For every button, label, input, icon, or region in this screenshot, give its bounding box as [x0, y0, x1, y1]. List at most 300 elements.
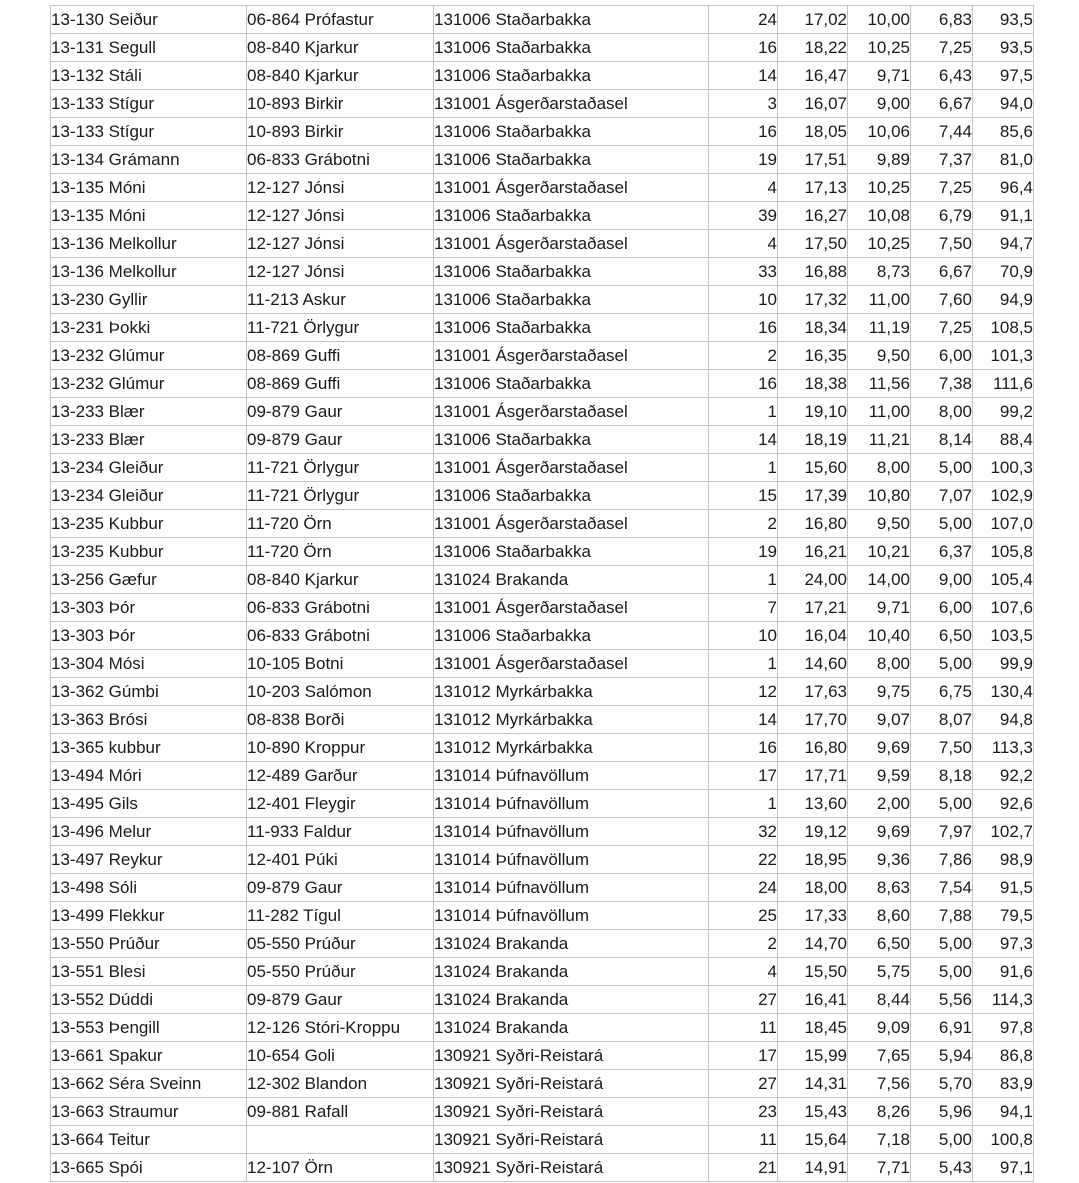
cell-value-c: 6,50: [911, 622, 973, 650]
table-row: [51, 230, 1034, 258]
cell-index: 94,8: [973, 706, 1034, 734]
cell-animal-id-name: 13-662 Séra Sveinn: [51, 1070, 247, 1098]
cell-index: 96,4: [973, 174, 1034, 202]
cell-sire: 06-833 Grábotni: [247, 146, 434, 174]
cell-animal-id-name: 13-135 Móni: [51, 174, 247, 202]
cell-count: 7: [709, 594, 778, 622]
cell-farm: 131001 Ásgerðarstaðasel: [434, 230, 709, 258]
cell-value-a: 18,38: [778, 370, 848, 398]
cell-sire: 06-833 Grábotni: [247, 622, 434, 650]
cell-value-b: 9,59: [848, 762, 911, 790]
table-row: [51, 986, 1034, 1014]
cell-sire: 05-550 Prúður: [247, 958, 434, 986]
cell-sire: 11-721 Örlygur: [247, 482, 434, 510]
cell-count: 1: [709, 650, 778, 678]
table-row: [51, 454, 1034, 482]
cell-farm: 131024 Brakanda: [434, 566, 709, 594]
cell-value-c: 8,07: [911, 706, 973, 734]
cell-value-b: 8,00: [848, 650, 911, 678]
cell-index: 130,4: [973, 678, 1034, 706]
table-row: [51, 258, 1034, 286]
cell-value-b: 11,19: [848, 314, 911, 342]
cell-sire: 08-840 Kjarkur: [247, 34, 434, 62]
cell-farm: 131001 Ásgerðarstaðasel: [434, 342, 709, 370]
cell-count: 12: [709, 678, 778, 706]
cell-value-c: 6,37: [911, 538, 973, 566]
cell-farm: 131006 Staðarbakka: [434, 6, 709, 34]
cell-value-b: 10,25: [848, 34, 911, 62]
cell-value-c: 5,00: [911, 930, 973, 958]
cell-count: 1: [709, 566, 778, 594]
table-row: [51, 958, 1034, 986]
cell-farm: 131006 Staðarbakka: [434, 286, 709, 314]
cell-animal-id-name: 13-131 Segull: [51, 34, 247, 62]
cell-animal-id-name: 13-553 Þengill: [51, 1014, 247, 1042]
cell-animal-id-name: 13-363 Brósi: [51, 706, 247, 734]
cell-animal-id-name: 13-232 Glúmur: [51, 370, 247, 398]
cell-value-a: 14,31: [778, 1070, 848, 1098]
cell-value-c: 7,86: [911, 846, 973, 874]
cell-value-a: 17,63: [778, 678, 848, 706]
cell-index: 91,1: [973, 202, 1034, 230]
cell-animal-id-name: 13-233 Blær: [51, 426, 247, 454]
cell-value-a: 18,95: [778, 846, 848, 874]
cell-value-b: 9,69: [848, 818, 911, 846]
cell-sire: [247, 1126, 434, 1154]
cell-count: 11: [709, 1014, 778, 1042]
cell-index: 91,6: [973, 958, 1034, 986]
cell-farm: 130921 Syðri-Reistará: [434, 1070, 709, 1098]
cell-value-c: 7,25: [911, 34, 973, 62]
cell-farm: 131006 Staðarbakka: [434, 34, 709, 62]
cell-sire: 12-401 Fleygir: [247, 790, 434, 818]
cell-animal-id-name: 13-136 Melkollur: [51, 258, 247, 286]
cell-value-b: 2,00: [848, 790, 911, 818]
cell-count: 39: [709, 202, 778, 230]
cell-value-a: 13,60: [778, 790, 848, 818]
cell-count: 16: [709, 734, 778, 762]
table-row: [51, 734, 1034, 762]
cell-count: 10: [709, 622, 778, 650]
cell-value-b: 9,50: [848, 510, 911, 538]
cell-index: 81,0: [973, 146, 1034, 174]
cell-animal-id-name: 13-362 Gúmbi: [51, 678, 247, 706]
cell-farm: 131001 Ásgerðarstaðasel: [434, 650, 709, 678]
cell-index: 98,9: [973, 846, 1034, 874]
cell-value-b: 8,73: [848, 258, 911, 286]
cell-farm: 131001 Ásgerðarstaðasel: [434, 510, 709, 538]
table-row: [51, 594, 1034, 622]
cell-value-a: 15,99: [778, 1042, 848, 1070]
cell-sire: 09-881 Rafall: [247, 1098, 434, 1126]
cell-animal-id-name: 13-130 Seiður: [51, 6, 247, 34]
cell-value-a: 16,47: [778, 62, 848, 90]
cell-value-c: 7,37: [911, 146, 973, 174]
cell-animal-id-name: 13-304 Mósi: [51, 650, 247, 678]
data-table: [50, 5, 1034, 1182]
cell-value-c: 5,00: [911, 1126, 973, 1154]
cell-count: 1: [709, 790, 778, 818]
cell-animal-id-name: 13-498 Sóli: [51, 874, 247, 902]
cell-farm: 131014 Þúfnavöllum: [434, 874, 709, 902]
cell-farm: 131001 Ásgerðarstaðasel: [434, 594, 709, 622]
cell-value-c: 7,54: [911, 874, 973, 902]
cell-farm: 131001 Ásgerðarstaðasel: [434, 398, 709, 426]
cell-count: 17: [709, 762, 778, 790]
cell-value-b: 8,60: [848, 902, 911, 930]
table-row: [51, 622, 1034, 650]
cell-sire: 11-720 Örn: [247, 510, 434, 538]
cell-index: 113,3: [973, 734, 1034, 762]
cell-sire: 12-489 Garður: [247, 762, 434, 790]
cell-value-a: 16,07: [778, 90, 848, 118]
cell-value-a: 17,13: [778, 174, 848, 202]
table-row: [51, 370, 1034, 398]
cell-farm: 131012 Myrkárbakka: [434, 706, 709, 734]
cell-value-c: 8,18: [911, 762, 973, 790]
cell-animal-id-name: 13-664 Teitur: [51, 1126, 247, 1154]
cell-value-a: 18,05: [778, 118, 848, 146]
table-row: [51, 146, 1034, 174]
cell-value-b: 6,50: [848, 930, 911, 958]
cell-count: 2: [709, 510, 778, 538]
cell-value-a: 14,70: [778, 930, 848, 958]
cell-sire: 12-126 Stóri-Kroppu: [247, 1014, 434, 1042]
cell-value-c: 5,00: [911, 790, 973, 818]
cell-value-c: 5,00: [911, 510, 973, 538]
cell-count: 16: [709, 370, 778, 398]
table-row: [51, 706, 1034, 734]
cell-index: 93,5: [973, 34, 1034, 62]
cell-index: 70,9: [973, 258, 1034, 286]
cell-farm: 131024 Brakanda: [434, 958, 709, 986]
cell-value-a: 16,80: [778, 734, 848, 762]
cell-value-b: 9,50: [848, 342, 911, 370]
cell-count: 14: [709, 426, 778, 454]
cell-farm: 131014 Þúfnavöllum: [434, 818, 709, 846]
cell-farm: 131024 Brakanda: [434, 930, 709, 958]
cell-animal-id-name: 13-234 Gleiður: [51, 454, 247, 482]
cell-value-a: 16,27: [778, 202, 848, 230]
cell-value-b: 10,08: [848, 202, 911, 230]
cell-animal-id-name: 13-665 Spói: [51, 1154, 247, 1182]
cell-farm: 131014 Þúfnavöllum: [434, 846, 709, 874]
cell-farm: 131014 Þúfnavöllum: [434, 902, 709, 930]
cell-farm: 131001 Ásgerðarstaðasel: [434, 90, 709, 118]
cell-sire: 08-840 Kjarkur: [247, 566, 434, 594]
table-row: [51, 6, 1034, 34]
table-row: [51, 566, 1034, 594]
cell-count: 27: [709, 986, 778, 1014]
cell-animal-id-name: 13-134 Grámann: [51, 146, 247, 174]
cell-count: 27: [709, 1070, 778, 1098]
cell-sire: 12-107 Örn: [247, 1154, 434, 1182]
table-row: [51, 482, 1034, 510]
cell-index: 91,5: [973, 874, 1034, 902]
cell-farm: 131006 Staðarbakka: [434, 622, 709, 650]
cell-value-c: 6,67: [911, 258, 973, 286]
cell-animal-id-name: 13-303 Þór: [51, 622, 247, 650]
cell-value-b: 10,21: [848, 538, 911, 566]
cell-index: 102,7: [973, 818, 1034, 846]
cell-value-b: 9,09: [848, 1014, 911, 1042]
cell-animal-id-name: 13-365 kubbur: [51, 734, 247, 762]
cell-value-b: 11,00: [848, 398, 911, 426]
cell-count: 19: [709, 538, 778, 566]
cell-farm: 131006 Staðarbakka: [434, 370, 709, 398]
cell-value-c: 7,25: [911, 314, 973, 342]
cell-animal-id-name: 13-550 Prúður: [51, 930, 247, 958]
cell-index: 111,6: [973, 370, 1034, 398]
table-row: [51, 286, 1034, 314]
cell-value-c: 6,67: [911, 90, 973, 118]
cell-index: 101,3: [973, 342, 1034, 370]
cell-animal-id-name: 13-132 Stáli: [51, 62, 247, 90]
cell-value-b: 11,00: [848, 286, 911, 314]
table-row: [51, 314, 1034, 342]
cell-sire: 08-869 Guffi: [247, 370, 434, 398]
cell-value-c: 5,96: [911, 1098, 973, 1126]
table-row: [51, 398, 1034, 426]
table-row: [51, 762, 1034, 790]
cell-sire: 08-840 Kjarkur: [247, 62, 434, 90]
cell-sire: 11-213 Askur: [247, 286, 434, 314]
cell-value-b: 14,00: [848, 566, 911, 594]
cell-animal-id-name: 13-231 Þokki: [51, 314, 247, 342]
cell-sire: 12-127 Jónsi: [247, 258, 434, 286]
cell-value-a: 17,39: [778, 482, 848, 510]
table-row: [51, 1126, 1034, 1154]
cell-value-c: 6,91: [911, 1014, 973, 1042]
cell-count: 24: [709, 6, 778, 34]
cell-sire: 06-833 Grábotni: [247, 594, 434, 622]
cell-count: 1: [709, 398, 778, 426]
cell-index: 94,7: [973, 230, 1034, 258]
cell-index: 94,9: [973, 286, 1034, 314]
cell-sire: 10-203 Salómon: [247, 678, 434, 706]
cell-sire: 10-890 Kroppur: [247, 734, 434, 762]
cell-value-b: 9,00: [848, 90, 911, 118]
cell-index: 92,2: [973, 762, 1034, 790]
cell-value-b: 10,06: [848, 118, 911, 146]
cell-index: 94,0: [973, 90, 1034, 118]
cell-value-a: 16,35: [778, 342, 848, 370]
cell-index: 105,4: [973, 566, 1034, 594]
cell-sire: 06-864 Prófastur: [247, 6, 434, 34]
cell-value-b: 9,89: [848, 146, 911, 174]
cell-count: 4: [709, 958, 778, 986]
cell-value-c: 6,43: [911, 62, 973, 90]
cell-value-a: 19,12: [778, 818, 848, 846]
cell-value-c: 5,00: [911, 650, 973, 678]
table-row: [51, 874, 1034, 902]
cell-farm: 130921 Syðri-Reistará: [434, 1154, 709, 1182]
cell-sire: 08-869 Guffi: [247, 342, 434, 370]
cell-value-b: 8,00: [848, 454, 911, 482]
cell-farm: 131001 Ásgerðarstaðasel: [434, 174, 709, 202]
cell-animal-id-name: 13-663 Straumur: [51, 1098, 247, 1126]
cell-sire: 10-893 Birkir: [247, 118, 434, 146]
table-body: [51, 6, 1034, 1182]
table-row: [51, 90, 1034, 118]
cell-value-a: 18,19: [778, 426, 848, 454]
table-row: [51, 118, 1034, 146]
cell-animal-id-name: 13-661 Spakur: [51, 1042, 247, 1070]
cell-animal-id-name: 13-232 Glúmur: [51, 342, 247, 370]
table-row: [51, 902, 1034, 930]
cell-farm: 131006 Staðarbakka: [434, 482, 709, 510]
cell-value-c: 7,60: [911, 286, 973, 314]
cell-value-c: 5,56: [911, 986, 973, 1014]
cell-value-a: 17,21: [778, 594, 848, 622]
cell-value-a: 14,60: [778, 650, 848, 678]
cell-value-c: 7,50: [911, 734, 973, 762]
cell-farm: 131012 Myrkárbakka: [434, 678, 709, 706]
cell-count: 14: [709, 62, 778, 90]
cell-index: 99,9: [973, 650, 1034, 678]
table-row: [51, 818, 1034, 846]
cell-index: 107,0: [973, 510, 1034, 538]
cell-count: 16: [709, 118, 778, 146]
cell-farm: 131006 Staðarbakka: [434, 62, 709, 90]
cell-value-a: 17,33: [778, 902, 848, 930]
cell-index: 94,1: [973, 1098, 1034, 1126]
cell-farm: 131006 Staðarbakka: [434, 202, 709, 230]
table-row: [51, 930, 1034, 958]
cell-farm: 131012 Myrkárbakka: [434, 734, 709, 762]
cell-count: 15: [709, 482, 778, 510]
table-row: [51, 1098, 1034, 1126]
cell-value-b: 10,25: [848, 174, 911, 202]
cell-sire: 10-105 Botni: [247, 650, 434, 678]
cell-value-b: 10,00: [848, 6, 911, 34]
cell-count: 19: [709, 146, 778, 174]
cell-value-c: 7,07: [911, 482, 973, 510]
cell-value-c: 5,70: [911, 1070, 973, 1098]
cell-sire: 11-282 Tígul: [247, 902, 434, 930]
cell-animal-id-name: 13-497 Reykur: [51, 846, 247, 874]
cell-value-c: 7,50: [911, 230, 973, 258]
cell-value-a: 14,91: [778, 1154, 848, 1182]
cell-value-a: 19,10: [778, 398, 848, 426]
cell-value-a: 24,00: [778, 566, 848, 594]
table-row: [51, 1014, 1034, 1042]
cell-index: 102,9: [973, 482, 1034, 510]
cell-animal-id-name: 13-230 Gyllir: [51, 286, 247, 314]
cell-value-a: 17,70: [778, 706, 848, 734]
cell-count: 3: [709, 90, 778, 118]
cell-value-c: 9,00: [911, 566, 973, 594]
cell-index: 100,8: [973, 1126, 1034, 1154]
cell-value-c: 6,83: [911, 6, 973, 34]
cell-value-c: 7,25: [911, 174, 973, 202]
cell-value-c: 7,88: [911, 902, 973, 930]
cell-index: 97,5: [973, 62, 1034, 90]
cell-value-c: 6,00: [911, 342, 973, 370]
table-row: [51, 426, 1034, 454]
cell-count: 1: [709, 454, 778, 482]
cell-index: 99,2: [973, 398, 1034, 426]
cell-sire: 11-721 Örlygur: [247, 314, 434, 342]
cell-value-b: 9,36: [848, 846, 911, 874]
cell-count: 21: [709, 1154, 778, 1182]
cell-sire: 05-550 Prúður: [247, 930, 434, 958]
cell-animal-id-name: 13-235 Kubbur: [51, 538, 247, 566]
cell-farm: 131006 Staðarbakka: [434, 146, 709, 174]
cell-value-b: 9,71: [848, 62, 911, 90]
cell-animal-id-name: 13-233 Blær: [51, 398, 247, 426]
cell-value-a: 18,34: [778, 314, 848, 342]
cell-animal-id-name: 13-499 Flekkur: [51, 902, 247, 930]
cell-index: 92,6: [973, 790, 1034, 818]
table-row: [51, 846, 1034, 874]
table-row: [51, 538, 1034, 566]
cell-value-b: 5,75: [848, 958, 911, 986]
cell-value-b: 7,18: [848, 1126, 911, 1154]
cell-index: 97,3: [973, 930, 1034, 958]
cell-animal-id-name: 13-551 Blesi: [51, 958, 247, 986]
cell-value-b: 11,56: [848, 370, 911, 398]
cell-value-c: 5,43: [911, 1154, 973, 1182]
cell-animal-id-name: 13-133 Stígur: [51, 118, 247, 146]
cell-sire: 12-302 Blandon: [247, 1070, 434, 1098]
cell-sire: 12-127 Jónsi: [247, 230, 434, 258]
cell-value-a: 16,80: [778, 510, 848, 538]
cell-animal-id-name: 13-256 Gæfur: [51, 566, 247, 594]
cell-index: 114,3: [973, 986, 1034, 1014]
cell-sire: 08-838 Borði: [247, 706, 434, 734]
table-row: [51, 34, 1034, 62]
cell-sire: 09-879 Gaur: [247, 398, 434, 426]
cell-sire: 10-893 Birkir: [247, 90, 434, 118]
cell-value-b: 8,63: [848, 874, 911, 902]
cell-count: 32: [709, 818, 778, 846]
cell-value-c: 6,00: [911, 594, 973, 622]
cell-value-a: 18,22: [778, 34, 848, 62]
cell-sire: 12-127 Jónsi: [247, 174, 434, 202]
table-row: [51, 1154, 1034, 1182]
cell-count: 10: [709, 286, 778, 314]
cell-value-a: 15,60: [778, 454, 848, 482]
cell-value-b: 10,80: [848, 482, 911, 510]
cell-farm: 131006 Staðarbakka: [434, 426, 709, 454]
cell-count: 4: [709, 230, 778, 258]
cell-value-b: 9,75: [848, 678, 911, 706]
cell-value-b: 8,26: [848, 1098, 911, 1126]
cell-animal-id-name: 13-136 Melkollur: [51, 230, 247, 258]
cell-farm: 131024 Brakanda: [434, 986, 709, 1014]
cell-count: 2: [709, 930, 778, 958]
cell-farm: 131006 Staðarbakka: [434, 314, 709, 342]
cell-index: 107,6: [973, 594, 1034, 622]
cell-farm: 130921 Syðri-Reistará: [434, 1126, 709, 1154]
cell-value-c: 8,14: [911, 426, 973, 454]
cell-value-c: 8,00: [911, 398, 973, 426]
cell-count: 33: [709, 258, 778, 286]
cell-index: 97,8: [973, 1014, 1034, 1042]
cell-value-a: 15,43: [778, 1098, 848, 1126]
table-row: [51, 62, 1034, 90]
cell-index: 83,9: [973, 1070, 1034, 1098]
cell-farm: 131014 Þúfnavöllum: [434, 790, 709, 818]
cell-value-a: 17,32: [778, 286, 848, 314]
cell-sire: 11-933 Faldur: [247, 818, 434, 846]
cell-count: 22: [709, 846, 778, 874]
cell-index: 97,1: [973, 1154, 1034, 1182]
cell-value-c: 6,79: [911, 202, 973, 230]
cell-value-c: 5,00: [911, 958, 973, 986]
cell-value-a: 15,64: [778, 1126, 848, 1154]
